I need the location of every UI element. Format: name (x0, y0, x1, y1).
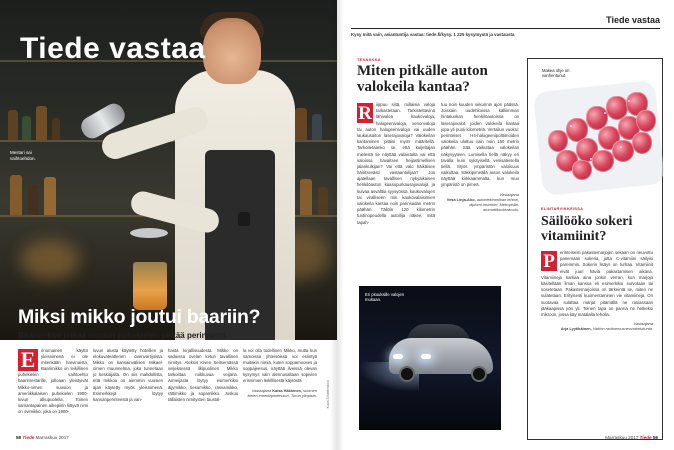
page-number: 59 (652, 435, 658, 440)
car-headlights-photo (359, 286, 501, 430)
byline-role: suomen kielen emeritaprofessori, Turun yliopisto. (247, 387, 317, 398)
dropcap: P (543, 250, 555, 272)
article2-body (541, 250, 653, 332)
column-text: hasta kirjallisuudesta. Mikko on saduissa ovelan ketun tavallinen nimitys. Aleksis Kiven Seitsemässä veljeksessä ilkipuolinen Mikko tarkoittaa roikkuvaa veijaria. Armeijasta löytyy esimerkiksi äijymikko, tiesumikko, rasvamikko, rättimikko ja sopamikko. Joskus tällaisten nimitysten taustal- (168, 348, 238, 402)
article1-headline: Miten pitkälle auton valokeila kantaa? (357, 63, 488, 95)
column-text: erinteisesti pakastemarjojen sekaan on neuvottu panemaan sokeria, jotta C-vitamiini säilyisi paremmin. Sokerin lisäys on turhaa. Vitamiinit eivät juuri häviä pakastamisen aikana. Vitamiineja karkaa aina jonkin verran, kun marjoja käsitellään ilman kanssa eli esimerkiksi survotaan tai sosetetaan. Pakastemarjoissa on tärkeintä se, miten ne sulatetaan. Erityisesti kuumentaminen vie vitamiineja. On suotavaa sulattaa marjat pitämällä ne rasiassaan jääkaapissa yön yli. Toinen tapa on panna ne hetkeksi mikroon, jossa käy matalalla teholla. (541, 250, 653, 317)
byline-prefix: Vastaajana (251, 387, 272, 393)
cocktail-glass (133, 262, 167, 310)
strawberry-caption: Makea ohje on vanhentunut. (542, 68, 570, 79)
byline (541, 321, 653, 332)
dropcap-box (357, 103, 373, 123)
column-text: rinomainen käyttö yleisnimenä ei ole mitenkään harvinaista. Baarimikko on leikillinen puhekielen vaihtoehto baarimestarille, jolloaan yleistyivät Mikko-nimen suosion ja ameriikkalaisen puhekielen 1900-luvun alkupuolella. Toinen samantapainen aihepiirin liittyvä nimi on ovimikko, joka on 1900- (18, 348, 88, 414)
photo-credit: Kuva Shutterstock (326, 380, 330, 409)
article-headline: Miksi mikko joutui baariin? (18, 306, 261, 328)
article1-kicker: TEKNIIKKA (357, 57, 381, 62)
article1-column-1 (357, 102, 435, 280)
column-text: la voi olla todellinen Mikko, mutta kun samoissa yhteisöissä voi esiintyä muitakin nimiä, kuten soppamooses ja soppajeesus, näyttää ilveissä olevan kysymys vain alennusaltaan sopivien erisnimien leikillisestä käytöstä. (243, 348, 317, 384)
section-rule (351, 28, 660, 29)
byline-prefix: Vastaajana (633, 321, 653, 327)
article2-kicker: ELINTARVIKKEISSA (541, 206, 584, 211)
section-title: Tiede vastaa (20, 32, 206, 65)
body-column-3 (168, 348, 238, 426)
issue-date: Marraskuu 2017 (605, 435, 639, 440)
byline-role: autoelektroniikan lehtori, diplomi-insinööri, Metropolia-ammattikorkeakoulu. (469, 196, 519, 213)
dropcap-box (18, 349, 38, 371)
brand-logo: Tiede (22, 435, 35, 440)
byline (441, 192, 519, 213)
car-photo-caption: Eri pituuksille valojen mukaan. (365, 292, 405, 303)
byline-name: Vesa Linja-Aho, (446, 196, 476, 202)
dropcap: E (20, 348, 36, 372)
dropcap-box (541, 251, 557, 271)
byline-name: Arja Lyytikäinen, (560, 326, 592, 332)
issue-date: Marraskuu 2017 (35, 435, 69, 440)
brand-logo: Tiede (639, 435, 652, 440)
column-text: luvun alusta käytetty hotellien ja elokuvateatterien ovenvartijoista. Mikko on kansainvälisen Mikael-nimen muunnelma, joka tunnetaan jo keskiajalta. On siis mahdollista, että mikkoa on aiemmin vuosien ajan käytetty myös yleisnimenä. Esimerkkejä löytyy kansanperinteestä ja van- (93, 348, 163, 402)
article2-headline: Säilööko sokeri vitamiinit? (541, 214, 633, 245)
section-tag: Tiede vastaa (606, 15, 660, 25)
byline (243, 388, 317, 399)
column-text: tuu noin kuuden sekunnin ajon päässä. Joissain uudehkoissa kalliimman hintaluokan henkilöautoissa on laserajovalot, joiden valokeila kantaa jopa yli puoli kilometriä. Vertailun vuoksi: perinteiset H4-halogeenipolttimoiden valokeila ulottuu vain noin 150 metrin päähän. Sää vaikuttaa valokeilan näkyvyyteen. Lumisella tiellä näkyy eri tavalla kuin syksyisellä vesisateisella tiellä. Myös ympäristön valoisuus vaikuttaa. Säkkipimeällä auton valokeila näyttää kirkkaammalta, kun muu ympäristö on pimeä. (441, 102, 519, 188)
folio-left (16, 435, 69, 440)
column-text: iippuu siitä, millaisia valoja tarkastetaan. Tarkistettavina lähivaloa kaukovaloja, halogeenivaloja, xenonvaloja tai auton halogeenivaloja vai uuden laukausaiton laserajovaloja? Valokeilan kantaminen pitäisi myös määritellä. Tarkoitetaanko se, että kuljettajan mielestä tie näyttää valaistulta vai että valoissa havaitsee heijastimellisen jalankulkijan? Vai että valo häikäisee häiritsevästi vastaantulijaa? Jos ajatellaan tavallisen nykyaikaisen henkilöauton kaasupurkausajovaloja ja kuivaa asvalttia syysyössä, kaukovalojen tai viralliseen min kaukovalaisimien valokeila kantaa noin parinsadan metrin päähän. Tällöin 120 kilometrin tuntinopeudella autoilija näkee, mitä tapah- (357, 102, 435, 225)
folio-right (605, 435, 658, 440)
page-number: 58 (16, 435, 22, 440)
intro-line: Kysy mitä vain, asiantuntija vastaa: tiede.fi/kysy. 1 225 kysymystä ja vastausta (351, 32, 515, 37)
body-column-1 (18, 348, 88, 426)
byline-prefix: Vastaajana (499, 191, 519, 197)
article-subhead: Baarimikko jatkaa rennon puhekielen pitkää perinnettä. (18, 331, 228, 340)
body-column-2 (93, 348, 163, 426)
photo-caption: Mestari sai vaihtoehdon. (10, 150, 36, 161)
body-column-4 (243, 348, 317, 426)
dropcap: R (358, 102, 372, 124)
byline-role: Valtion ravitsemusneuvottelukunta. (592, 326, 653, 332)
byline-name: Kaisa Häkkinen, (272, 387, 303, 393)
article1-column-2 (441, 102, 519, 290)
